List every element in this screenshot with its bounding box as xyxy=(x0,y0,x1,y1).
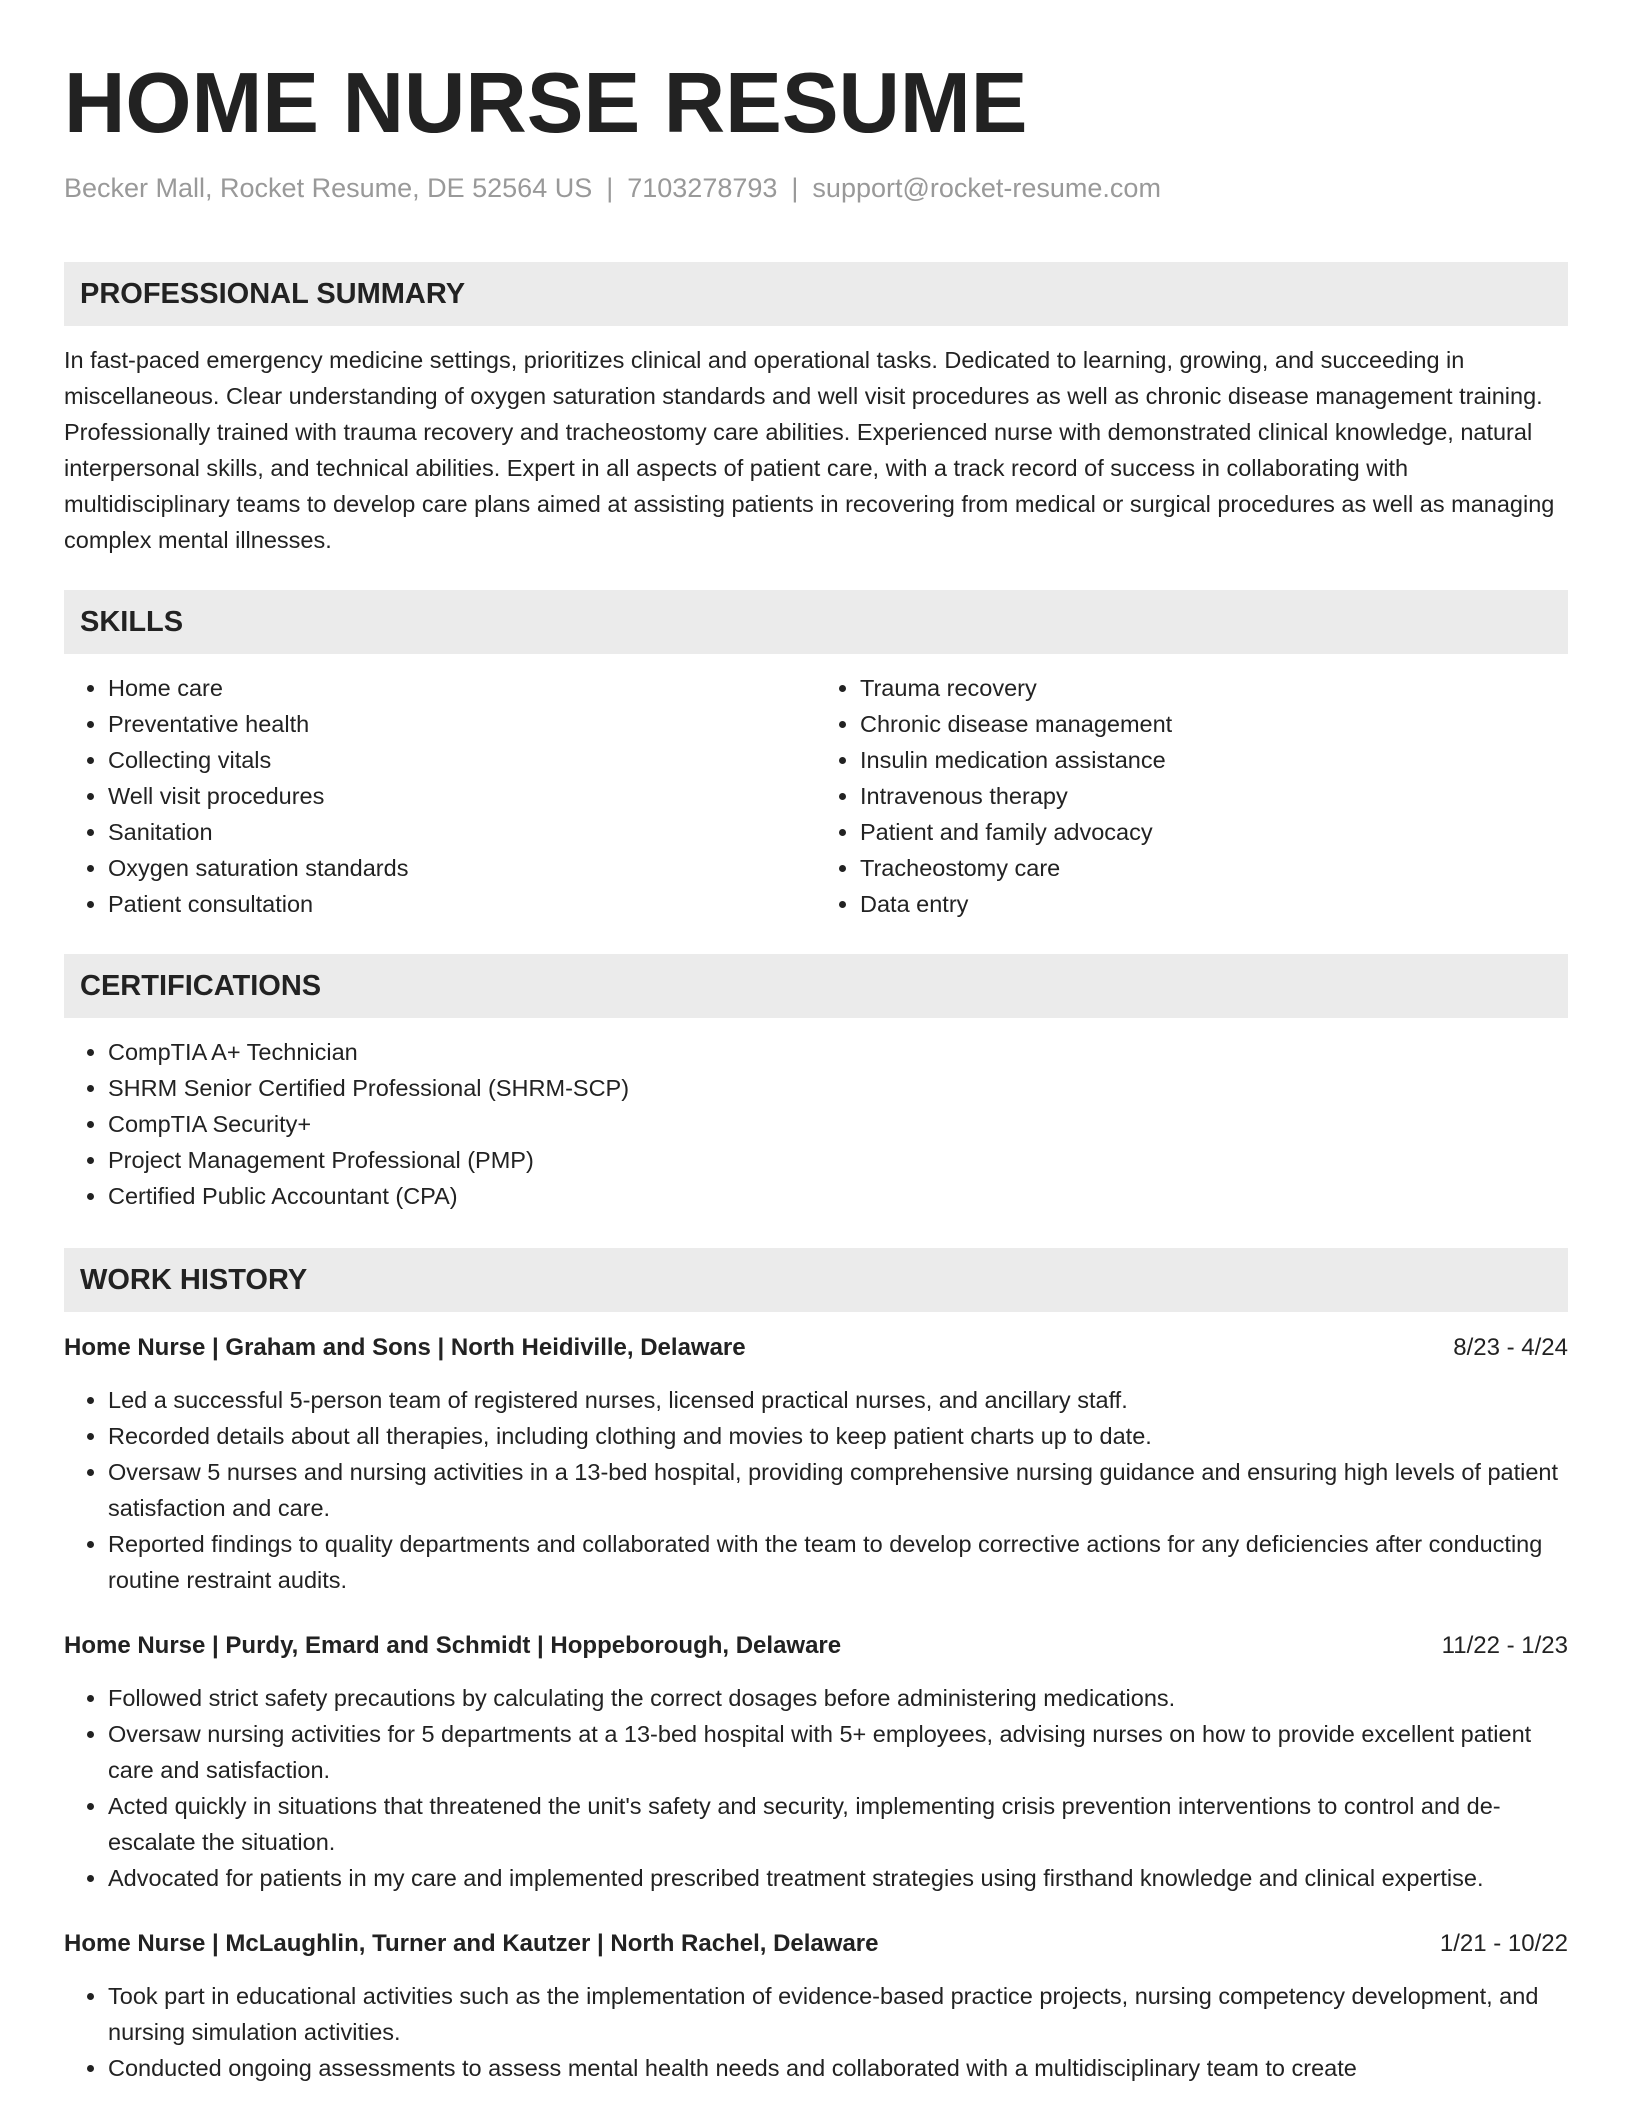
certification-item: • Project Management Professional (PMP) xyxy=(108,1142,1568,1178)
job-entry xyxy=(64,1330,1568,1598)
skill-item: • Oxygen saturation standards xyxy=(108,850,816,886)
contact-email: support@rocket-resume.com xyxy=(812,173,1161,203)
skill-item: • Data entry xyxy=(860,886,1568,922)
job-bullet: • Acted quickly in situations that threatened the unit's safety and security, implementing crisis prevention interventions to control and de-escalate the situation. xyxy=(108,1788,1568,1860)
certification-item: • Certified Public Accountant (CPA) xyxy=(108,1178,1568,1214)
skill-item: • Home care xyxy=(108,670,816,706)
job-header xyxy=(64,1628,1568,1664)
job-dates: 1/21 - 10/22 xyxy=(1439,1930,1568,1957)
skill-item: • Chronic disease management xyxy=(860,706,1568,742)
section-heading-work-history: WORK HISTORY xyxy=(64,1248,1568,1312)
certification-item: • SHRM Senior Certified Professional (SHRM-SCP) xyxy=(108,1070,1568,1106)
job-bullet: • Reported findings to quality departments and collaborated with the team to develop corrective actions for any deficiencies after conducting routine restraint audits. xyxy=(108,1526,1568,1598)
job-dates: 11/22 - 1/23 xyxy=(1441,1632,1568,1659)
skill-item: • Sanitation xyxy=(108,814,816,850)
job-bullets xyxy=(64,1680,1568,1896)
job-bullet: • Advocated for patients in my care and implemented prescribed treatment strategies using firsthand knowledge and clinical expertise. xyxy=(108,1860,1568,1896)
skill-item: • Insulin medication assistance xyxy=(860,742,1568,778)
job-bullet: • Followed strict safety precautions by calculating the correct dosages before administering medications. xyxy=(108,1680,1568,1716)
job-bullets xyxy=(64,1382,1568,1598)
section-heading-certifications: CERTIFICATIONS xyxy=(64,954,1568,1018)
summary-text: In fast-paced emergency medicine settings, prioritizes clinical and operational tasks. Dedicated to learning, growing, and succeeding in miscellaneous. Clear understanding of oxygen saturation standards and well visit procedures as well as chronic disease management training. Professionally trained with trauma recovery and tracheostomy care abilities. Experienced nurse with demonstrated clinical knowledge, natural interpersonal skills, and technical abilities. Expert in all aspects of patient care, with a track record of success in collaborating with multidisciplinary teams to develop care plans aimed at assisting patients in recovering from medical or surgical procedures as well as managing complex mental illnesses. xyxy=(64,347,1555,553)
job-header xyxy=(64,1330,1568,1366)
job-dates: 8/23 - 4/24 xyxy=(1453,1334,1568,1361)
skill-item: • Patient and family advocacy xyxy=(860,814,1568,850)
job-bullet: • Recorded details about all therapies, including clothing and movies to keep patient charts up to date. xyxy=(108,1418,1568,1454)
job-bullet: • Took part in educational activities such as the implementation of evidence-based practice projects, nursing competency development, and nursing simulation activities. xyxy=(108,1978,1568,2050)
certification-item: • CompTIA A+ Technician xyxy=(108,1034,1568,1070)
job-bullet: • Led a successful 5-person team of registered nurses, licensed practical nurses, and ancillary staff. xyxy=(108,1382,1568,1418)
skill-item: • Tracheostomy care xyxy=(860,850,1568,886)
skill-item: • Well visit procedures xyxy=(108,778,816,814)
skill-item: • Preventative health xyxy=(108,706,816,742)
certification-item: • CompTIA Security+ xyxy=(108,1106,1568,1142)
job-entry xyxy=(64,1628,1568,1896)
job-bullet: • Oversaw 5 nurses and nursing activities in a 13-bed hospital, providing comprehensive nursing guidance and ensuring high levels of patient satisfaction and care. xyxy=(108,1454,1568,1526)
contact-separator: | xyxy=(606,173,614,203)
skills-list-left xyxy=(64,670,816,922)
job-title: Home Nurse | Graham and Sons | North Heidiville, Delaware xyxy=(64,1334,746,1361)
job-entry xyxy=(64,1926,1568,2086)
section-heading-skills: SKILLS xyxy=(64,590,1568,654)
job-bullets xyxy=(64,1978,1568,2086)
skills-list-right xyxy=(816,670,1568,922)
job-header xyxy=(64,1926,1568,1962)
skill-item: • Intravenous therapy xyxy=(860,778,1568,814)
skill-item: • Trauma recovery xyxy=(860,670,1568,706)
job-bullet: • Oversaw nursing activities for 5 departments at a 13-bed hospital with 5+ employees, advising nurses on how to provide excellent patient care and satisfaction. xyxy=(108,1716,1568,1788)
contact-separator: | xyxy=(791,173,799,203)
contact-phone: 7103278793 xyxy=(627,173,778,203)
job-title: Home Nurse | Purdy, Emard and Schmidt | Hoppeborough, Delaware xyxy=(64,1632,842,1659)
section-heading-summary: PROFESSIONAL SUMMARY xyxy=(64,262,1568,326)
skills-grid xyxy=(64,670,1568,922)
certifications-list xyxy=(64,1034,1568,1214)
contact-address: Becker Mall, Rocket Resume, DE 52564 US xyxy=(64,173,593,203)
job-title: Home Nurse | McLaughlin, Turner and Kautzer | North Rachel, Delaware xyxy=(64,1930,879,1957)
skill-item: • Collecting vitals xyxy=(108,742,816,778)
skill-item: • Patient consultation xyxy=(108,886,816,922)
resume-title: HOME NURSE RESUME xyxy=(64,56,1028,151)
contact-line xyxy=(64,170,1568,206)
job-bullet: • Conducted ongoing assessments to assess mental health needs and collaborated with a multidisciplinary team to create xyxy=(108,2050,1568,2086)
